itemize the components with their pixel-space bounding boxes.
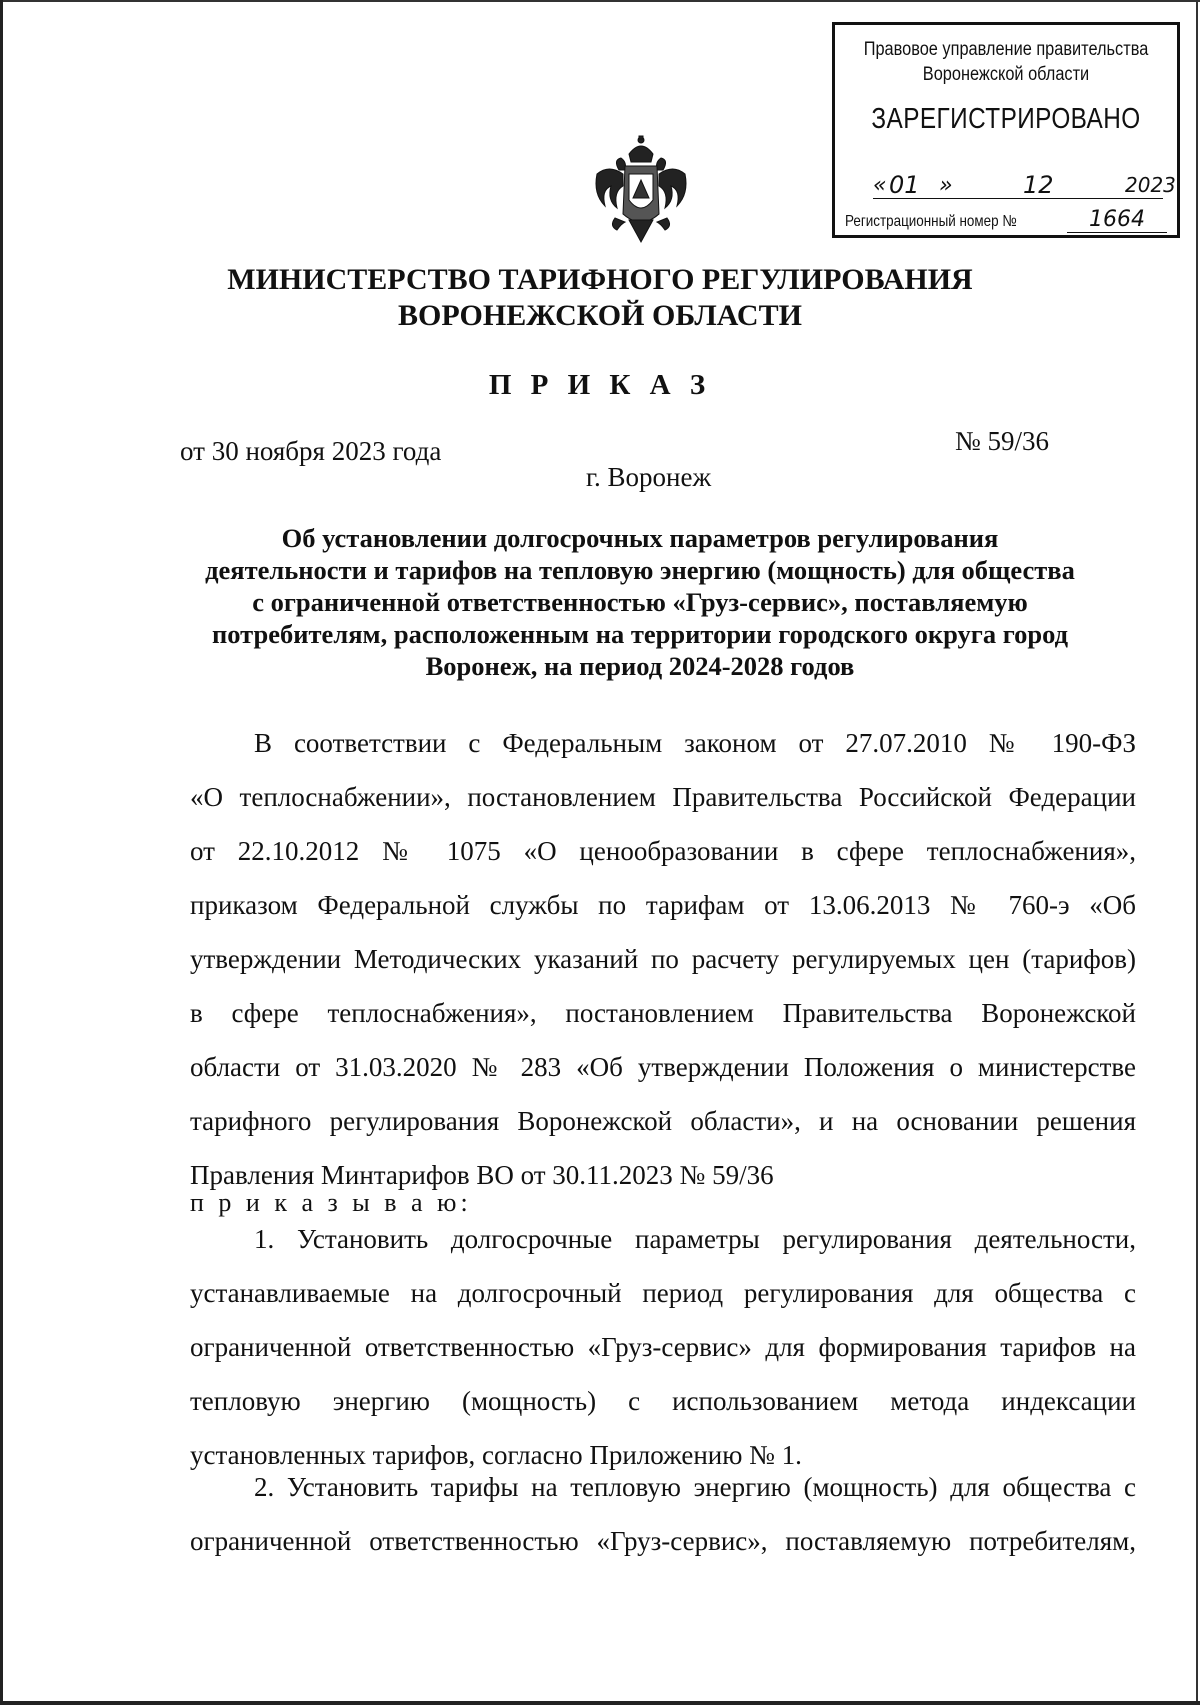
ministry-line1: МИНИСТЕРСТВО ТАРИФНОГО РЕГУЛИРОВАНИЯ	[227, 263, 973, 296]
order-city: г. Воронеж	[586, 462, 712, 492]
registration-stamp	[832, 22, 1183, 238]
subject-line: Об установлении долгосрочных параметров регулирования	[281, 523, 999, 553]
preamble-line: «О теплоснабжении», постановлением Правительства Российской Федерации	[190, 782, 1136, 812]
stamp-registration	[845, 207, 1167, 237]
stamp-date-underline	[873, 198, 1163, 199]
subject-line: с ограниченной ответственностью «Груз-сервис», поставляемую	[252, 587, 1028, 617]
stamp-date-day: 01	[889, 171, 920, 199]
item2-line: 2. Установить тарифы на тепловую энергию (мощность) для общества с	[254, 1472, 1136, 1502]
item1-line: устанавливаемые на долгосрочный период регулирования для общества с	[190, 1278, 1136, 1308]
stamp-date	[873, 171, 1183, 199]
order-number: № 59/36	[955, 426, 1050, 456]
order-item-2	[190, 1460, 1136, 1568]
stamp-date-open-quote: «	[873, 173, 887, 198]
stamp-organization	[859, 37, 1153, 87]
page-edge-right	[1196, 0, 1198, 1705]
page-edge-bottom	[0, 1701, 1200, 1705]
stamp-org-line2: Воронежской области	[922, 64, 1090, 85]
order-subject	[160, 522, 1120, 682]
page-edge-top	[0, 0, 1200, 2]
order-item-1	[190, 1212, 1136, 1482]
preamble-line: утверждении Методических указаний по расчету регулируемых цен (тарифов)	[190, 944, 1136, 974]
stamp-date-close-quote: »	[939, 173, 953, 198]
stamp-date-month: 12	[1023, 171, 1054, 199]
stamp-org-line1: Правовое управление правительства	[863, 39, 1149, 60]
item1-line: установленных тарифов, согласно Приложению № 1.	[190, 1440, 802, 1470]
item2-line: ограниченной ответственностью «Груз-сервис», поставляемую потребителям,	[190, 1526, 1136, 1556]
stamp-reg-label: Регистрационный номер №	[845, 213, 1017, 230]
order-decree-word: п р и к а з ы в а ю:	[190, 1188, 472, 1217]
document-title: П Р И К А З	[488, 369, 712, 401]
subject-line: потребителям, расположенным на территории городского округа город	[212, 619, 1068, 649]
stamp-date-year: 2023.	[1125, 173, 1183, 197]
page-edge-left	[0, 0, 3, 1705]
subject-line: деятельности и тарифов на тепловую энергию (мощность) для общества	[205, 555, 1075, 585]
item1-line: ограниченной ответственностью «Груз-сервис» для формирования тарифов на	[190, 1332, 1136, 1362]
preamble-paragraph	[190, 716, 1136, 1202]
item1-line: тепловую энергию (мощность) с использованием метода индексации	[190, 1386, 1136, 1416]
preamble-line: в сфере теплоснабжения», постановлением Правительства Воронежской	[190, 998, 1136, 1028]
preamble-line: области от 31.03.2020 № 283 «Об утверждении Положения о министерстве	[190, 1052, 1136, 1082]
coat-of-arms-icon	[589, 134, 693, 246]
ministry-name	[0, 262, 1200, 334]
preamble-line: приказом Федеральной службы по тарифам от 13.06.2013 № 760-э «Об	[190, 890, 1136, 920]
order-date: от 30 ноября 2023 года	[180, 436, 442, 466]
preamble-line: от 22.10.2012 № 1075 «О ценообразовании в сфере теплоснабжения»,	[190, 836, 1136, 866]
stamp-reg-number: 1664	[1067, 207, 1167, 233]
item1-line: 1. Установить долгосрочные параметры регулирования деятельности,	[254, 1224, 1136, 1254]
preamble-line: тарифного регулирования Воронежской области», и на основании решения	[190, 1106, 1136, 1136]
preamble-line: Правления Минтарифов ВО от 30.11.2023 № 59/36	[190, 1160, 774, 1190]
subject-line: Воронеж, на период 2024-2028 годов	[425, 651, 855, 681]
stamp-title: ЗАРЕГИСТРИРОВАНО	[871, 103, 1141, 135]
ministry-line2: ВОРОНЕЖСКОЙ ОБЛАСТИ	[398, 299, 802, 332]
preamble-line: В соответствии с Федеральным законом от 27.07.2010 № 190-ФЗ	[254, 728, 1136, 758]
